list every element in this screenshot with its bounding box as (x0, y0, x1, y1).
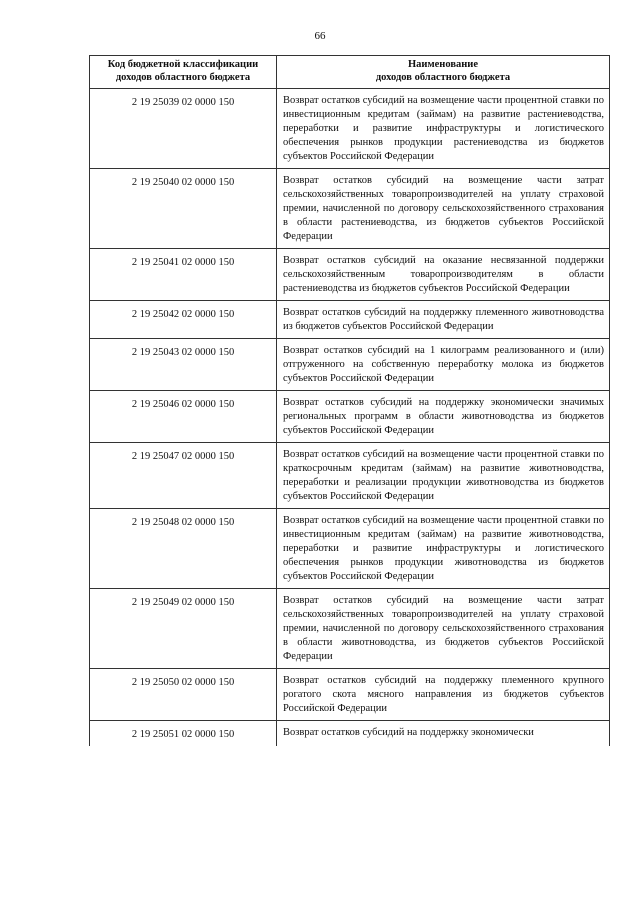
classification-code: 2 19 25051 02 0000 150 (90, 721, 277, 747)
income-name: Возврат остатков субсидий на поддержку экономически значимых региональных программ в области животноводства из бюджетов субъектов Российской Федерации (277, 391, 610, 443)
classification-code: 2 19 25049 02 0000 150 (90, 589, 277, 669)
table-row (90, 391, 610, 443)
classification-code: 2 19 25041 02 0000 150 (90, 249, 277, 301)
code-column-header (90, 56, 277, 89)
classification-code: 2 19 25042 02 0000 150 (90, 301, 277, 339)
code-header-line-2: доходов областного бюджета (115, 72, 251, 83)
income-name: Возврат остатков субсидий на 1 килограмм реализованного и (или) отгруженного на собственную переработку молока из бюджетов субъектов Российской Федерации (277, 339, 610, 391)
income-name: Возврат остатков субсидий на возмещение части затрат сельскохозяйственных товаропроизводителей на уплату страховой премии, начисленной по договору сельскохозяйственного страхования в области растениеводства, из бюджетов субъектов Российской Федерации (277, 169, 610, 249)
income-name: Возврат остатков субсидий на поддержку экономически (277, 721, 610, 747)
name-header-line-1: Наименование (408, 59, 478, 70)
table-row (90, 589, 610, 669)
income-name: Возврат остатков субсидий на возмещение части процентной ставки по краткосрочным кредитам (займам) на развитие животноводства, переработки и реализации продукции животноводства из бюджетов субъектов Российской Федерации (277, 443, 610, 509)
classification-code: 2 19 25039 02 0000 150 (90, 89, 277, 169)
classification-code: 2 19 25040 02 0000 150 (90, 169, 277, 249)
table-row (90, 339, 610, 391)
table-row (90, 721, 610, 747)
code-header-line-1: Код бюджетной классификации (107, 59, 259, 70)
table-row (90, 249, 610, 301)
income-name: Возврат остатков субсидий на возмещение части затрат сельскохозяйственных товаропроизводителей на уплату страховой премии, начисленной по договору сельскохозяйственного страхования в области животноводства, из бюджетов субъектов Российской Федерации (277, 589, 610, 669)
table-row (90, 89, 610, 169)
table-row (90, 443, 610, 509)
income-name: Возврат остатков субсидий на возмещение части процентной ставки по инвестиционным кредитам (займам) на развитие растениеводства, переработки и развитие инфраструктуры и логистического обеспечения рынков продукции растениеводства из бюджетов субъектов Российской Федерации (277, 89, 610, 169)
income-name: Возврат остатков субсидий на поддержку племенного крупного рогатого скота мясного направления из бюджетов субъектов Российской Федерации (277, 669, 610, 721)
table-header-row (90, 56, 610, 89)
name-column-header (277, 56, 610, 89)
classification-code: 2 19 25050 02 0000 150 (90, 669, 277, 721)
classification-code: 2 19 25046 02 0000 150 (90, 391, 277, 443)
income-name: Возврат остатков субсидий на поддержку племенного животноводства из бюджетов субъектов Российской Федерации (277, 301, 610, 339)
table-row (90, 169, 610, 249)
table-row (90, 301, 610, 339)
classification-code: 2 19 25047 02 0000 150 (90, 443, 277, 509)
name-header-line-2: доходов областного бюджета (375, 72, 511, 83)
classification-code: 2 19 25043 02 0000 150 (90, 339, 277, 391)
table-row (90, 509, 610, 589)
income-name: Возврат остатков субсидий на возмещение части процентной ставки по инвестиционным кредитам (займам) на развитие животноводства, переработки и развитие инфраструктуры и логистического обеспечения рынков продукции животноводства из бюджетов субъектов Российской Федерации (277, 509, 610, 589)
table-row (90, 669, 610, 721)
classification-code: 2 19 25048 02 0000 150 (90, 509, 277, 589)
budget-classification-table (89, 55, 610, 746)
page-number: 66 (314, 30, 326, 42)
income-name: Возврат остатков субсидий на оказание несвязанной поддержки сельскохозяйственным товаропроизводителям в области растениеводства из бюджетов субъектов Российской Федерации (277, 249, 610, 301)
